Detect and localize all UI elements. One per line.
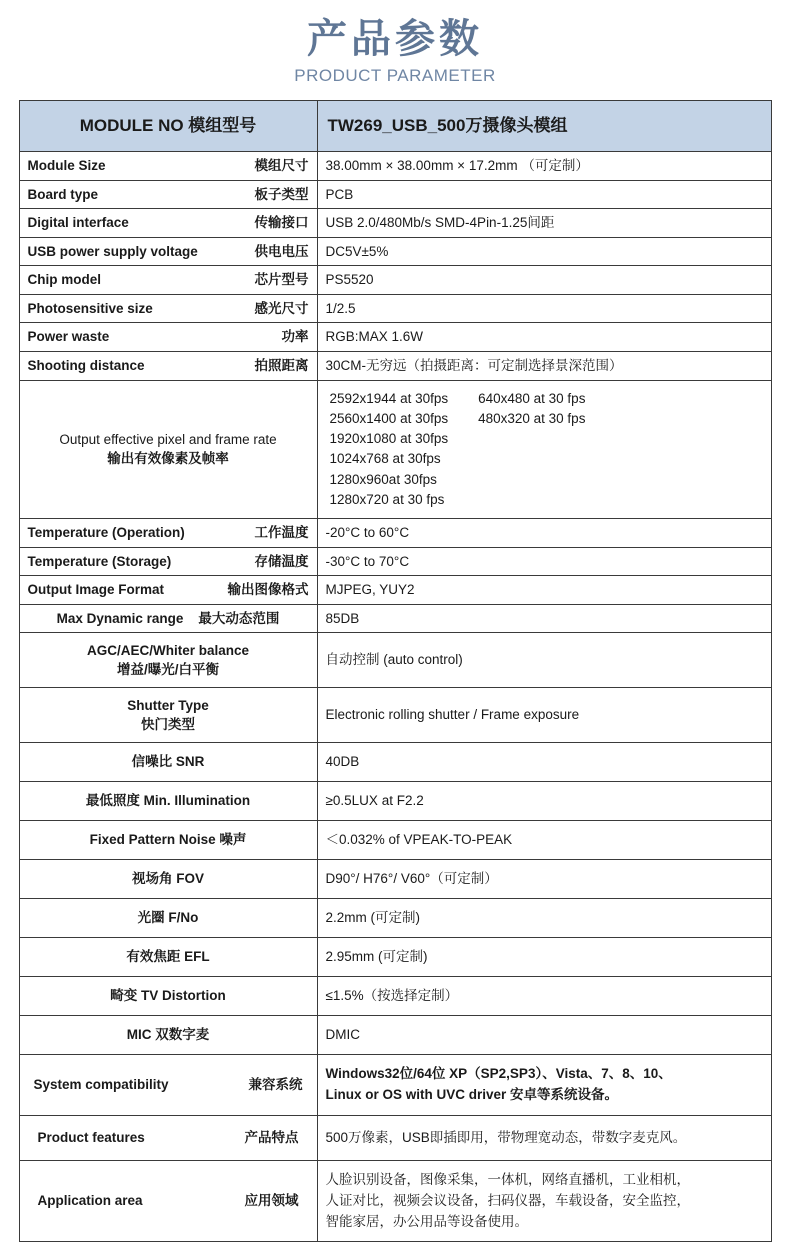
- row-label: [19, 180, 317, 209]
- row-value: Electronic rolling shutter / Frame exposure: [317, 688, 771, 743]
- table-row: [19, 633, 771, 688]
- row-value-line: 人脸识别设备，图像采集，一体机，网络直播机，工业相机，: [325, 1171, 690, 1187]
- table-header-row: [19, 101, 771, 152]
- row-label: [19, 547, 317, 576]
- row-label: [19, 294, 317, 323]
- row-label-cn: 存储温度: [254, 553, 309, 569]
- row-label: 有效焦距 EFL: [19, 938, 317, 977]
- table-row: [19, 152, 771, 181]
- row-label: [19, 351, 317, 380]
- row-label-en: Temperature (Operation): [27, 525, 185, 540]
- table-row: [19, 1016, 771, 1055]
- row-label: [19, 209, 317, 238]
- row-value: [317, 1161, 771, 1242]
- row-label: [19, 633, 317, 688]
- row-label-en: Temperature (Storage): [27, 553, 172, 569]
- row-label: 畸变 TV Distortion: [19, 977, 317, 1016]
- table-row: [19, 237, 771, 266]
- row-value: -20°C to 60°C: [317, 519, 771, 548]
- table-row: [19, 576, 771, 605]
- resolution-item: 480x320 at 30 fps: [478, 410, 586, 426]
- row-label-en: Module Size: [27, 158, 106, 173]
- row-label: [19, 1161, 317, 1242]
- resolution-item: 2592x1944 at 30fps: [329, 390, 449, 406]
- resolution-item: 1280x720 at 30 fps: [329, 491, 445, 507]
- table-row: [19, 604, 771, 633]
- row-value: ＜0.032% of VPEAK-TO-PEAK: [317, 821, 771, 860]
- resolution-item: 1920x1080 at 30fps: [329, 431, 449, 446]
- row-label-en: Digital interface: [27, 215, 129, 231]
- row-label: [19, 576, 317, 605]
- row-label-en: Product features: [37, 1130, 145, 1146]
- table-row: [19, 180, 771, 209]
- row-label: 最低照度 Min. Illumination: [19, 782, 317, 821]
- row-value: PCB: [317, 180, 771, 209]
- row-value: [317, 1055, 771, 1116]
- table-row: [19, 323, 771, 352]
- resolution-label-cn: 输出有效像素及帧率: [107, 451, 229, 467]
- row-label-en: System compatibility: [33, 1077, 169, 1093]
- row-value: DC5V±5%: [317, 237, 771, 266]
- row-value: 38.00mm × 38.00mm × 17.2mm （可定制）: [317, 152, 771, 181]
- row-label-cn: 功率: [281, 329, 309, 345]
- row-label-cn: 产品特点: [244, 1130, 299, 1146]
- row-value: MJPEG, YUY2: [317, 576, 771, 605]
- row-value: 1/2.5: [317, 294, 771, 323]
- row-value-line: 智能家居，办公用品等设备使用。: [325, 1213, 528, 1229]
- row-label: [19, 1116, 317, 1161]
- row-label-line1: Shutter Type: [127, 697, 209, 713]
- resolution-row: [19, 380, 771, 519]
- row-label-en: Power waste: [27, 329, 110, 345]
- row-label-cn: 应用领域: [244, 1193, 299, 1209]
- table-row: [19, 519, 771, 548]
- row-label-line1: AGC/AEC/Whiter balance: [86, 642, 250, 658]
- row-value-line: Windows32位/64位 XP（SP2,SP3）、Vista、7、8、10、: [325, 1066, 672, 1082]
- table-row: [19, 860, 771, 899]
- row-label: 光圈 F/No: [19, 899, 317, 938]
- row-label-cn: 工作温度: [254, 525, 309, 540]
- row-label-cn: 拍照距离: [254, 357, 309, 373]
- table-row: [19, 209, 771, 238]
- row-value: -30°C to 70°C: [317, 547, 771, 576]
- row-label: [19, 237, 317, 266]
- row-value: ≤1.5%（按选择定制）: [317, 977, 771, 1016]
- row-label-cn: 模组尺寸: [254, 158, 309, 173]
- row-value: 30CM-无穷远（拍摄距离：可定制选择景深范围）: [317, 351, 771, 380]
- resolution-item: 2560x1400 at 30fps: [329, 410, 449, 426]
- row-label-cn: 输出图像格式: [227, 582, 309, 598]
- row-value: ≥0.5LUX at F2.2: [317, 782, 771, 821]
- row-label: [19, 152, 317, 181]
- row-value: PS5520: [317, 266, 771, 295]
- resolution-label-en: Output effective pixel and frame rate: [59, 431, 277, 447]
- product-features-row: [19, 1116, 771, 1161]
- row-label: 视场角 FOV: [19, 860, 317, 899]
- row-label-en: Output Image Format: [27, 582, 165, 598]
- row-label: Fixed Pattern Noise 噪声: [19, 821, 317, 860]
- table-row: [19, 294, 771, 323]
- row-label-cn: 兼容系统: [248, 1077, 303, 1093]
- row-label: [19, 519, 317, 548]
- resolution-value: [317, 380, 771, 519]
- system-compatibility-row: [19, 1055, 771, 1116]
- specification-table: [19, 100, 772, 1242]
- resolution-item: 640x480 at 30 fps: [478, 390, 586, 406]
- resolution-item: 1024x768 at 30fps: [329, 451, 441, 467]
- page-header: [0, 0, 790, 86]
- row-label-cn: 传输接口: [254, 215, 309, 231]
- table-row: [19, 351, 771, 380]
- row-value: 2.2mm (可定制): [317, 899, 771, 938]
- row-label: [19, 604, 317, 633]
- table-row: [19, 938, 771, 977]
- resolution-item: 1280x960at 30fps: [329, 471, 437, 487]
- row-label: [19, 1055, 317, 1116]
- table-row: [19, 688, 771, 743]
- row-label-cn: 板子类型: [254, 186, 309, 202]
- resolution-list-primary: [330, 389, 449, 511]
- module-no-value: TW269_USB_500万摄像头模组: [317, 101, 771, 152]
- row-value-line: Linux or OS with UVC driver 安卓等系统设备。: [325, 1087, 619, 1103]
- row-label-line2: 增益/曝光/白平衡: [116, 662, 219, 678]
- row-label-en: Application area: [37, 1193, 143, 1209]
- row-label-en: Photosensitive size: [27, 300, 153, 316]
- row-value: 自动控制 (auto control): [317, 633, 771, 688]
- row-label-line2: 快门类型: [141, 717, 195, 733]
- row-label-cn: 最大动态范围: [198, 610, 280, 626]
- table-row: [19, 977, 771, 1016]
- table-row: [19, 547, 771, 576]
- row-value: USB 2.0/480Mb/s SMD-4Pin-1.25间距: [317, 209, 771, 238]
- resolution-list-secondary: [478, 389, 585, 511]
- module-no-label: MODULE NO 模组型号: [19, 101, 317, 152]
- row-label: MIC 双数字麦: [19, 1016, 317, 1055]
- row-label-cn: 芯片型号: [254, 272, 309, 288]
- row-label: [19, 688, 317, 743]
- row-value: DMIC: [317, 1016, 771, 1055]
- row-value: 40DB: [317, 743, 771, 782]
- row-label-cn: 供电电压: [254, 243, 309, 259]
- row-label-en: Max Dynamic range: [56, 610, 184, 626]
- row-label: [19, 323, 317, 352]
- table-row: [19, 899, 771, 938]
- resolution-label: [19, 380, 317, 519]
- table-row: [19, 782, 771, 821]
- row-label: 信噪比 SNR: [19, 743, 317, 782]
- row-label-en: USB power supply voltage: [27, 243, 198, 259]
- row-label-en: Shooting distance: [27, 357, 145, 373]
- application-area-row: [19, 1161, 771, 1242]
- row-value: RGB:MAX 1.6W: [317, 323, 771, 352]
- page-title-cn: 产品参数: [307, 17, 483, 61]
- row-label: [19, 266, 317, 295]
- row-label-cn: 感光尺寸: [254, 300, 309, 316]
- row-value: 2.95mm (可定制): [317, 938, 771, 977]
- table-row: [19, 821, 771, 860]
- row-value: D90°/ H76°/ V60°（可定制）: [317, 860, 771, 899]
- row-label-en: Board type: [27, 186, 99, 202]
- table-row: [19, 266, 771, 295]
- page-title-en: PRODUCT PARAMETER: [294, 66, 496, 85]
- table-row: [19, 743, 771, 782]
- row-value: 85DB: [317, 604, 771, 633]
- row-value-line: 人证对比，视频会议设备，扫码仪器，车载设备，安全监控，: [325, 1192, 690, 1208]
- row-value: 500万像素，USB即插即用，带物理宽动态，带数字麦克风。: [317, 1116, 771, 1161]
- row-label-en: Chip model: [27, 272, 101, 288]
